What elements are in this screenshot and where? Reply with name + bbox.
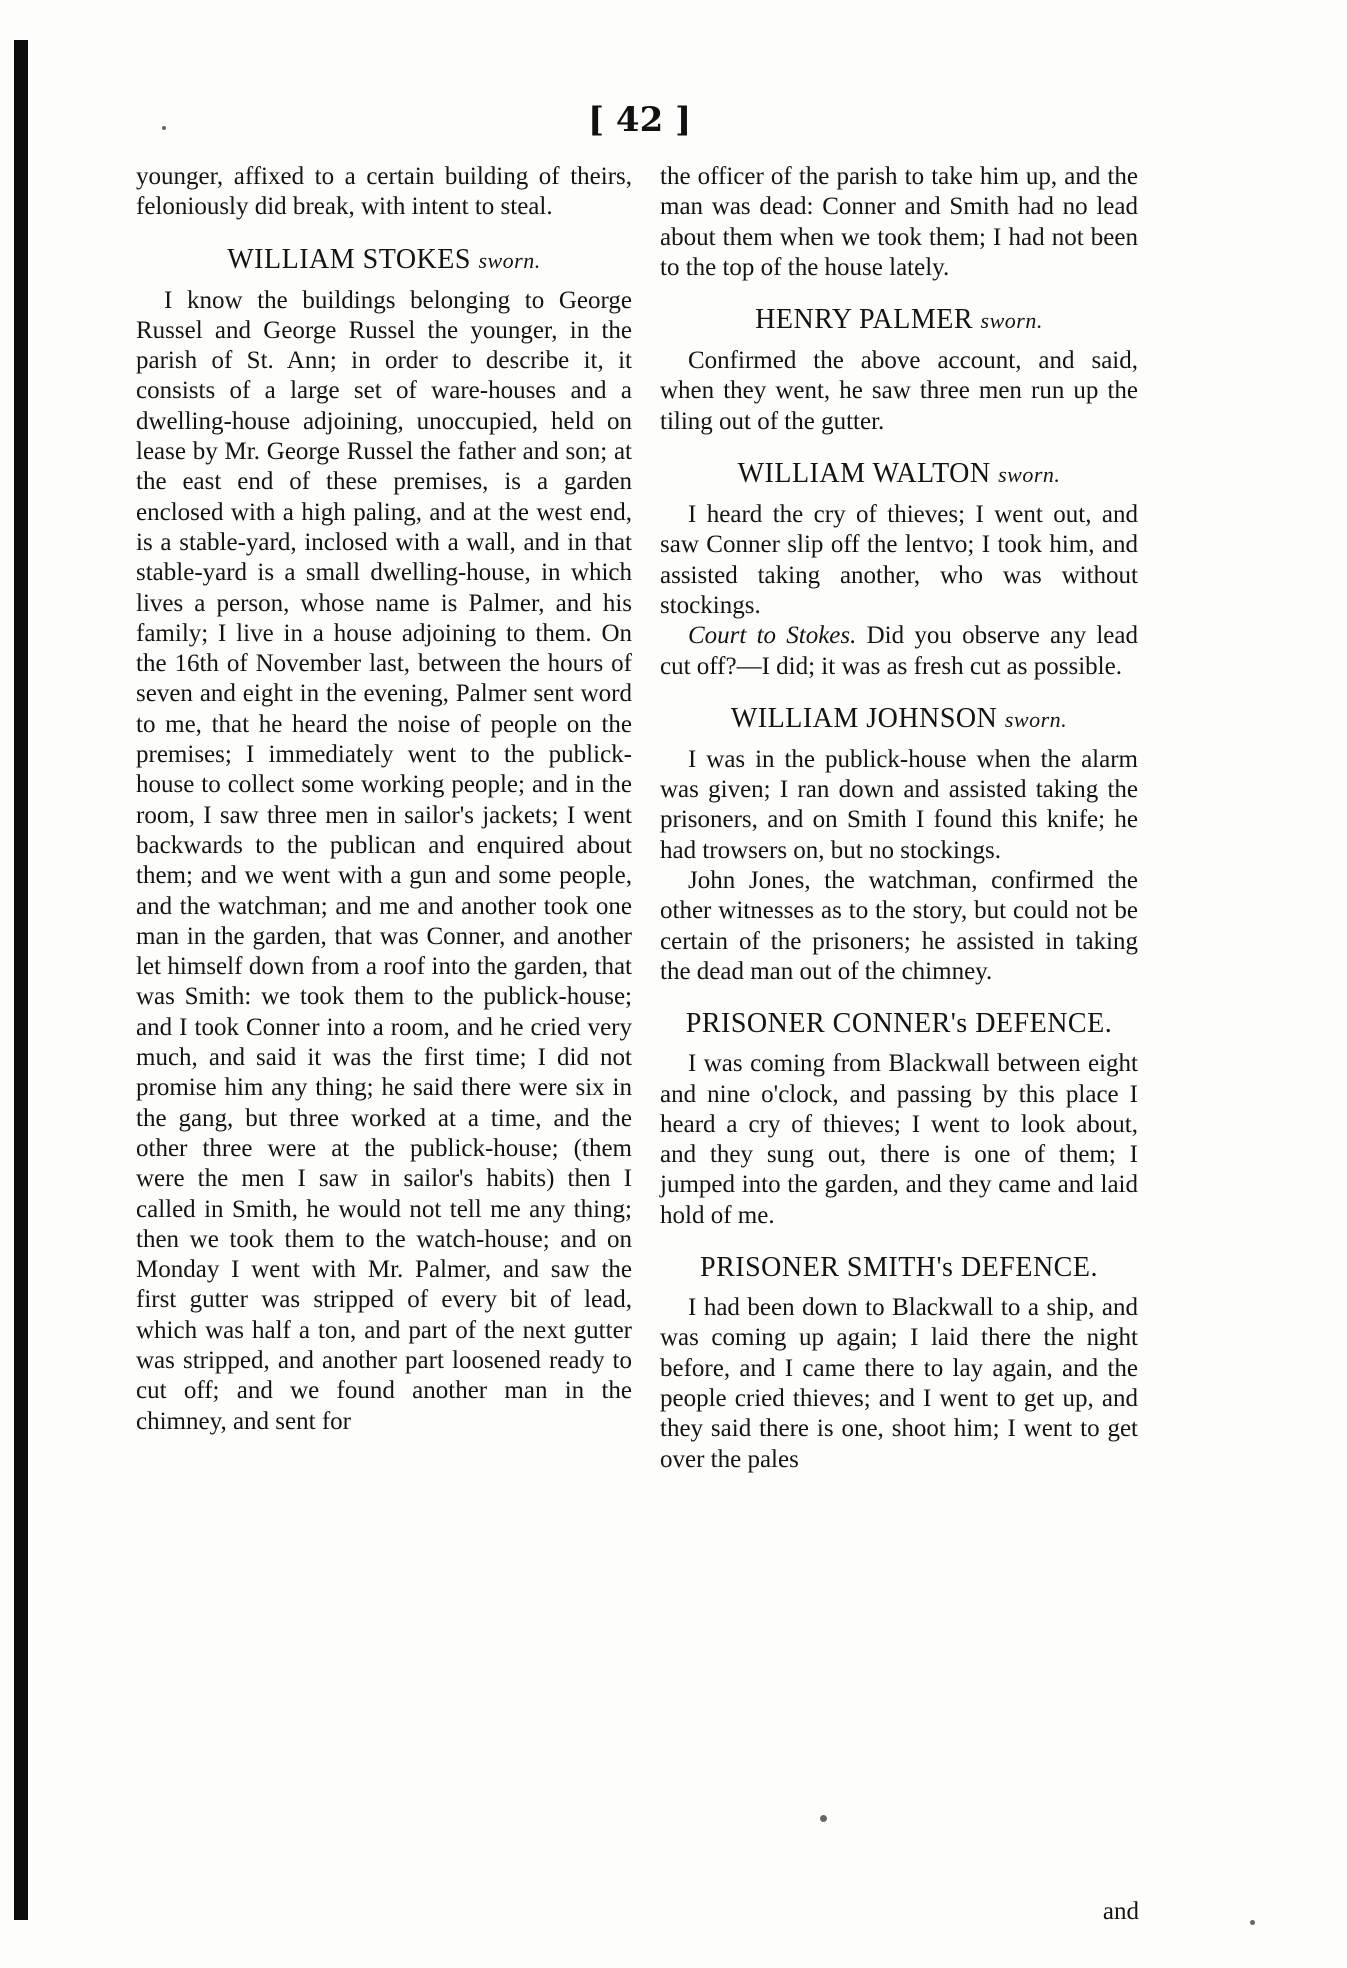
defence-heading-smith: PRISONER SMITH's DEFENCE. xyxy=(700,1252,1098,1284)
testimony-jones: John Jones, the watchman, confirmed the other witnesses as to the story, but could not be certain of the prisoners; he assisted in taking the dead man out of the chimney. xyxy=(660,867,1138,985)
sworn-label: sworn. xyxy=(1004,706,1068,732)
witness-name: WILLIAM STOKES xyxy=(227,243,471,275)
witness-name: WILLIAM JOHNSON xyxy=(730,702,998,734)
ink-speck xyxy=(162,126,166,130)
witness-heading-stokes xyxy=(136,243,632,278)
defence-smith: I had been down to Blackwall to a ship, and was coming up again; I laid there the night before, and I came there to lay again, and the people cried thieves; and I went to get up, and they said there is one, shoot him; I went to get over the pales xyxy=(660,1294,1138,1473)
witness-heading-johnson xyxy=(660,702,1138,737)
left-column xyxy=(136,162,632,1437)
testimony-johnson: I was in the publick-house when the alarm was given; I ran down and assisted taking the prisoners, and on Smith I found this knife; he had trowsers on, but no stockings. xyxy=(660,745,1138,864)
page-binding-edge xyxy=(14,40,28,1920)
catchword: and xyxy=(1102,1898,1139,1925)
defence-conner: I was coming from Blackwall between eight and nine o'clock, and passing by this place I heard a cry of thieves; I went to look about, and they sung out, there is one of them; I jumped into the garden, and they came and laid hold of me. xyxy=(660,1050,1138,1229)
court-label: Court to Stokes. xyxy=(688,622,857,650)
ink-speck xyxy=(820,1815,827,1822)
witness-heading-walton xyxy=(660,457,1138,492)
testimony-stokes: I know the buildings belonging to George Russel and George Russel the younger, in the parish of St. Ann; in order to describe it, it consists of a large set of ware-houses and a dwelling-house adjoining, unoccupied, held on lease by Mr. George Russel the father and son; at the east end of these premises, is a garden enclosed with a high paling, and at the west end, is a stable-yard, inclosed with a wall, and in that stable-yard is a small dwelling-house, in which lives a person, whose name is Palmer, and his family; I live in a house adjoining to them. On the 16th of November last, between the hours of seven and eight in the evening, Palmer sent word to me, that he heard the noise of people on the premises; I immediately went to the publick-house to collect some working people; and in the room, I saw three men in sailor's jackets; I went backwards to the publican and enquired about them; and we went with a gun and some people, and the watchman; and me and another took one man in the garden, that was Conner, and another let himself down from a roof into the garden, that was Smith: we took them to the publick-house; and I took Conner into a room, and he cried very much, and said it was the first time; I did not promise him any thing; he said there were six in the gang, but three worked at a time, and the other three were at the publick-house; (them were the men I saw in sailor's habits) then I called in Smith, he would not tell me any thing; then we took them to the watch-house; and on Monday I went with Mr. Palmer, and saw the first gutter was stripped of every bit of lead, which was half a ton, and part of the next gutter was stripped, and another part loosened ready to cut off; and we found another man in the chimney, and sent for xyxy=(136,286,632,1435)
court-text: Did you observe any lead cut off?—I did; it was as fresh cut as possible. xyxy=(660,622,1139,680)
testimony-palmer: Confirmed the above account, and said, when they went, he saw three men run up the tiling out of the gutter. xyxy=(660,347,1138,435)
witness-heading-palmer xyxy=(660,303,1138,338)
sworn-label: sworn. xyxy=(998,462,1061,488)
sworn-label: sworn. xyxy=(980,308,1043,334)
ink-speck xyxy=(1250,1920,1255,1925)
continuation-paragraph: the officer of the parish to take him up, and the man was dead: Conner and Smith had no lead about them when we took them; I had not been to the top of the house lately. xyxy=(660,163,1138,281)
witness-name: HENRY PALMER xyxy=(755,304,974,336)
right-column xyxy=(660,162,1138,1475)
court-question xyxy=(660,621,1138,682)
witness-name: WILLIAM WALTON xyxy=(737,458,991,490)
page-number: [ 42 ] xyxy=(588,100,692,140)
testimony-walton: I heard the cry of thieves; I went out, and saw Conner slip off the lentvo; I took him, and assisted taking another, who was without stockings. xyxy=(660,501,1138,619)
sworn-label: sworn. xyxy=(478,247,541,273)
defence-heading-conner: PRISONER CONNER's DEFENCE. xyxy=(685,1008,1113,1040)
opening-paragraph: younger, affixed to a certain building of theirs, feloniously did break, with intent to steal. xyxy=(136,163,632,221)
